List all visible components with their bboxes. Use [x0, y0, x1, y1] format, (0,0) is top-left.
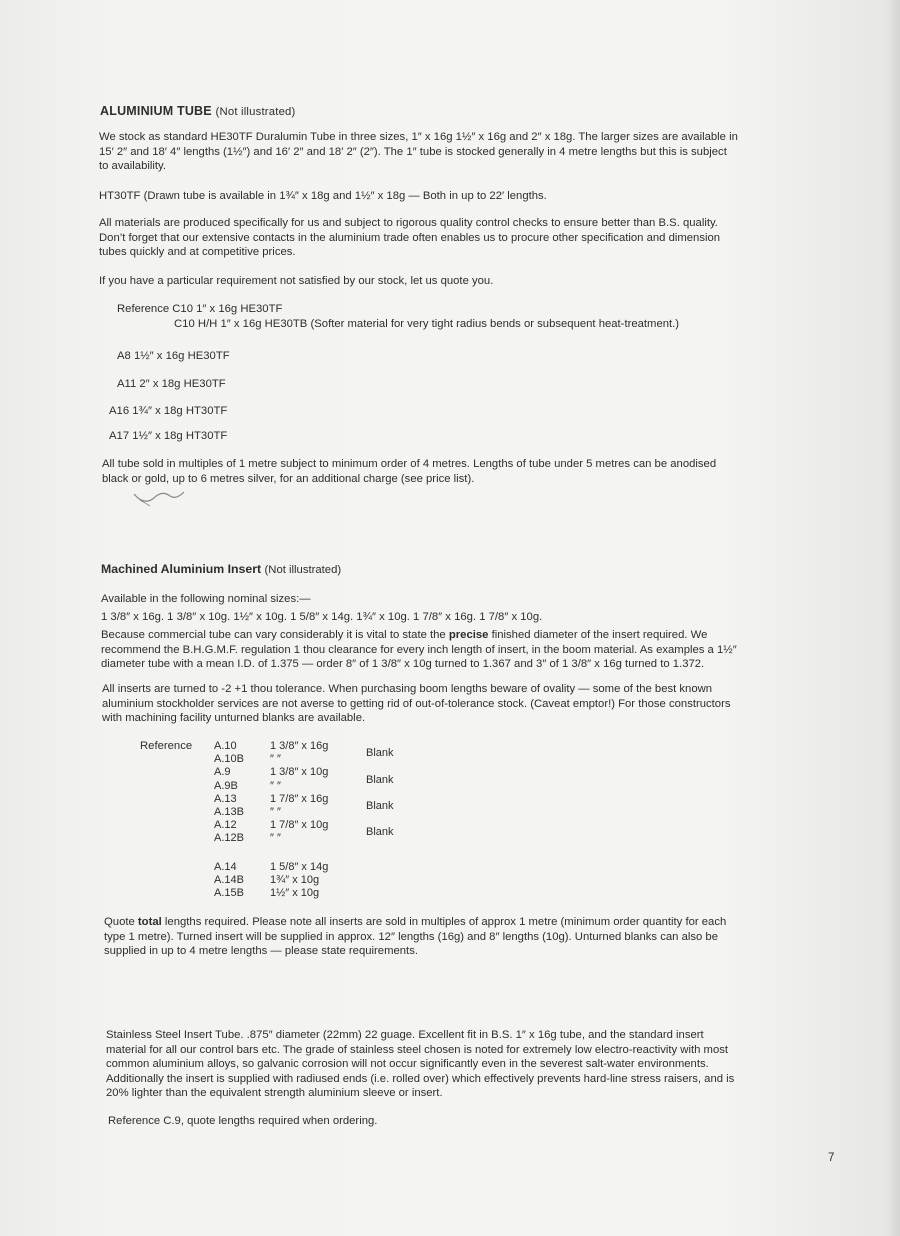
text-line: type 1 metre). Turned insert will be supplied in approx. 12″ lengths (16g) and 8″ lengths (10g). Unturned blanks can also be: [104, 930, 718, 943]
reference-a16: A16 1¾″ x 18g HT30TF: [109, 405, 228, 417]
text-line: material for all our control bars etc. The grade of stainless steel chosen is noted for extremely low electro-reactivity with most: [106, 1043, 729, 1056]
quality-paragraph: [99, 216, 720, 260]
insert-note-cell: Blank: [366, 826, 394, 839]
text-line: All tube sold in multiples of 1 metre subject to minimum order of 4 metres. Lengths of tube under 5 metres can be anodised: [102, 458, 717, 470]
heading-text: Machined Aluminium Insert: [101, 562, 262, 576]
page-number: 7: [828, 1152, 835, 1164]
tolerance-paragraph: [102, 682, 731, 726]
text-line: supplied in up to 4 metre lengths — please state requirements.: [104, 945, 418, 957]
text-line: black or gold, up to 6 metres silver, for an additional charge (see price list).: [102, 472, 475, 485]
insert-code-cell: A.12B: [214, 832, 244, 845]
reference-a17: A17 1½″ x 18g HT30TF: [109, 430, 228, 442]
text-line: diameter tube with a mean I.D. of 1.375 — order 8″ of 1 3/8″ x 10g turned to 1.367 and 3″ of 1 3/8″ x 16g turned to 1.372.: [101, 658, 705, 670]
text-line: recommend the B.H.G.M.F. regulation 1 thou clearance for every inch length of insert, in the boom material. As examples a 1½″: [101, 643, 737, 656]
insert-size-cell: 1¾″ x 10g: [270, 874, 320, 887]
reference-c10-hh: C10 H/H 1″ x 16g HE30TB (Softer material for very tight radius bends or subsequent heat-treatment.): [174, 318, 680, 330]
insert-size-cell: ″ ″: [270, 779, 281, 792]
nominal-sizes-block: [101, 592, 542, 624]
insert-code-cell: A.15B: [214, 887, 244, 900]
insert-code-cell: A.14B: [214, 874, 244, 887]
insert-code-cell: A.10B: [214, 753, 244, 766]
anodising-paragraph: [102, 457, 716, 486]
text-line: [101, 628, 737, 643]
text-run: finished diameter of the insert required. We: [488, 629, 708, 641]
stainless-insert-paragraph: [106, 1028, 734, 1101]
table-row: [214, 780, 416, 793]
insert-size-cell: ″ ″: [270, 753, 281, 766]
tube-stock-paragraph: [99, 130, 738, 174]
text-line: 15′ 2″ and 18′ 4″ lengths (1½″) and 16′ 2″ and 18′ 2″ (2″). The 1″ tube is stocked generally in 4 metre lengths but this is subject: [99, 145, 727, 158]
insert-code-cell: A.10: [214, 740, 237, 752]
table-row: [214, 806, 416, 819]
reference-c10: Reference C10 1″ x 16g HE30TF: [117, 303, 283, 315]
insert-code-cell: A.9B: [214, 779, 238, 792]
text-line: All materials are produced specifically for us and subject to rigorous quality control checks to ensure better than B.S. quality.: [99, 217, 718, 229]
text-run: lengths required. Please note all inserts are sold in multiples of approx 1 metre (minimum order quantity for each: [161, 916, 727, 928]
text-line: tubes quickly and at competitive prices.: [99, 246, 296, 258]
insert-size-cell: 1 3/8″ x 16g: [270, 740, 329, 752]
insert-size-cell: 1 7/8″ x 10g: [270, 819, 329, 832]
text-line: All inserts are turned to -2 +1 thou tolerance. When purchasing boom lengths beware of ovality — some of the best known: [102, 683, 713, 695]
insert-note-cell: Blank: [366, 800, 394, 813]
quote-request-line: If you have a particular requirement not satisfied by our stock, let us quote you.: [99, 275, 494, 287]
insert-size-cell: ″ ″: [270, 832, 281, 845]
insert-note-cell: Blank: [366, 747, 394, 760]
insert-note-cell: Blank: [366, 773, 394, 786]
insert-code-cell: A.13: [214, 792, 237, 805]
table-row: [214, 861, 360, 874]
insert-reference-table: [214, 740, 416, 846]
emphasis-total: total: [137, 916, 162, 928]
heading-note: (Not illustrated): [215, 106, 296, 118]
text-line: Stainless Steel Insert Tube. .875″ diameter (22mm) 22 guage. Excellent fit in B.S. 1″ x 16g tube, and the standard insert: [106, 1029, 704, 1041]
text-line: Additionally the insert is supplied with radiused ends (i.e. rolled over) which effectively prevents hard-line stress raisers, and is: [106, 1072, 735, 1085]
insert-size-cell: 1½″ x 10g: [270, 887, 320, 900]
text-line: Available in the following nominal sizes:—: [101, 593, 311, 605]
pencil-scribble-mark: [130, 480, 190, 510]
text-line: 1 3/8″ x 16g. 1 3/8″ x 10g. 1½″ x 10g. 1 5/8″ x 14g. 1¾″ x 10g. 1 7/8″ x 16g. 1 7/8″ x 10g.: [101, 610, 543, 623]
insert-size-cell: 1 5/8″ x 14g: [270, 861, 329, 873]
text-line: [104, 915, 726, 930]
insert-size-cell: 1 3/8″ x 10g: [270, 766, 329, 779]
emphasis-precise: precise: [448, 629, 489, 641]
insert-code-cell: A.12: [214, 819, 237, 832]
insert-code-cell: A.13B: [214, 806, 244, 819]
insert-code-cell: A.9: [214, 766, 231, 779]
text-run: Quote: [104, 916, 138, 928]
text-line: with machining facility unturned blanks are available.: [102, 712, 366, 724]
text-line: We stock as standard HE30TF Duralumin Tube in three sizes, 1″ x 16g 1½″ x 16g and 2″ x 18g. The larger sizes are available in: [99, 131, 738, 143]
page-edge-shadow: [886, 0, 900, 1236]
table-row: [214, 887, 360, 900]
text-run: Because commercial tube can vary considerably it is vital to state the: [101, 629, 449, 641]
insert-code-cell: A.14: [214, 861, 237, 873]
text-line: 20% lighter than the equivalent strength aluminium sleeve or insert.: [106, 1087, 443, 1099]
reference-a8: A8 1½″ x 16g HE30TF: [117, 350, 230, 362]
heading-text: ALUMINIUM TUBE: [100, 104, 212, 118]
table-row: [214, 874, 360, 887]
insert-size-cell: 1 7/8″ x 16g: [270, 792, 329, 805]
text-line: aluminium stockholder services are not averse to getting rid of out-of-tolerance stock. (Caveat emptor!) For those constructors: [102, 697, 731, 710]
section-heading-aluminium-tube: [100, 104, 296, 118]
text-line: common aluminium alloys, so galvanic corrosion will not occur significantly even in the severest salt-water environments.: [106, 1058, 709, 1070]
table-row: [214, 832, 416, 845]
precise-diameter-paragraph: [101, 628, 737, 672]
text-line: Don’t forget that our extensive contacts in the aluminium trade often enables us to procure other specification and dimension: [99, 231, 721, 244]
insert-size-cell: ″ ″: [270, 806, 281, 819]
insert-reference-table-2: [214, 861, 360, 901]
table-row: [214, 753, 416, 766]
reference-a11: A11 2″ x 18g HE30TF: [117, 378, 226, 390]
ht30tf-line: HT30TF (Drawn tube is available in 1¾″ x 18g and 1½″ x 18g — Both in up to 22′ lengths.: [99, 190, 547, 202]
heading-note: (Not illustrated): [264, 564, 342, 576]
total-lengths-paragraph: [104, 915, 726, 959]
section-heading-machined-insert: [101, 562, 341, 576]
text-line: to availability.: [99, 160, 166, 172]
insert-reference-label: Reference: [140, 740, 193, 752]
stainless-reference-line: Reference C.9, quote lengths required when ordering.: [108, 1115, 378, 1127]
